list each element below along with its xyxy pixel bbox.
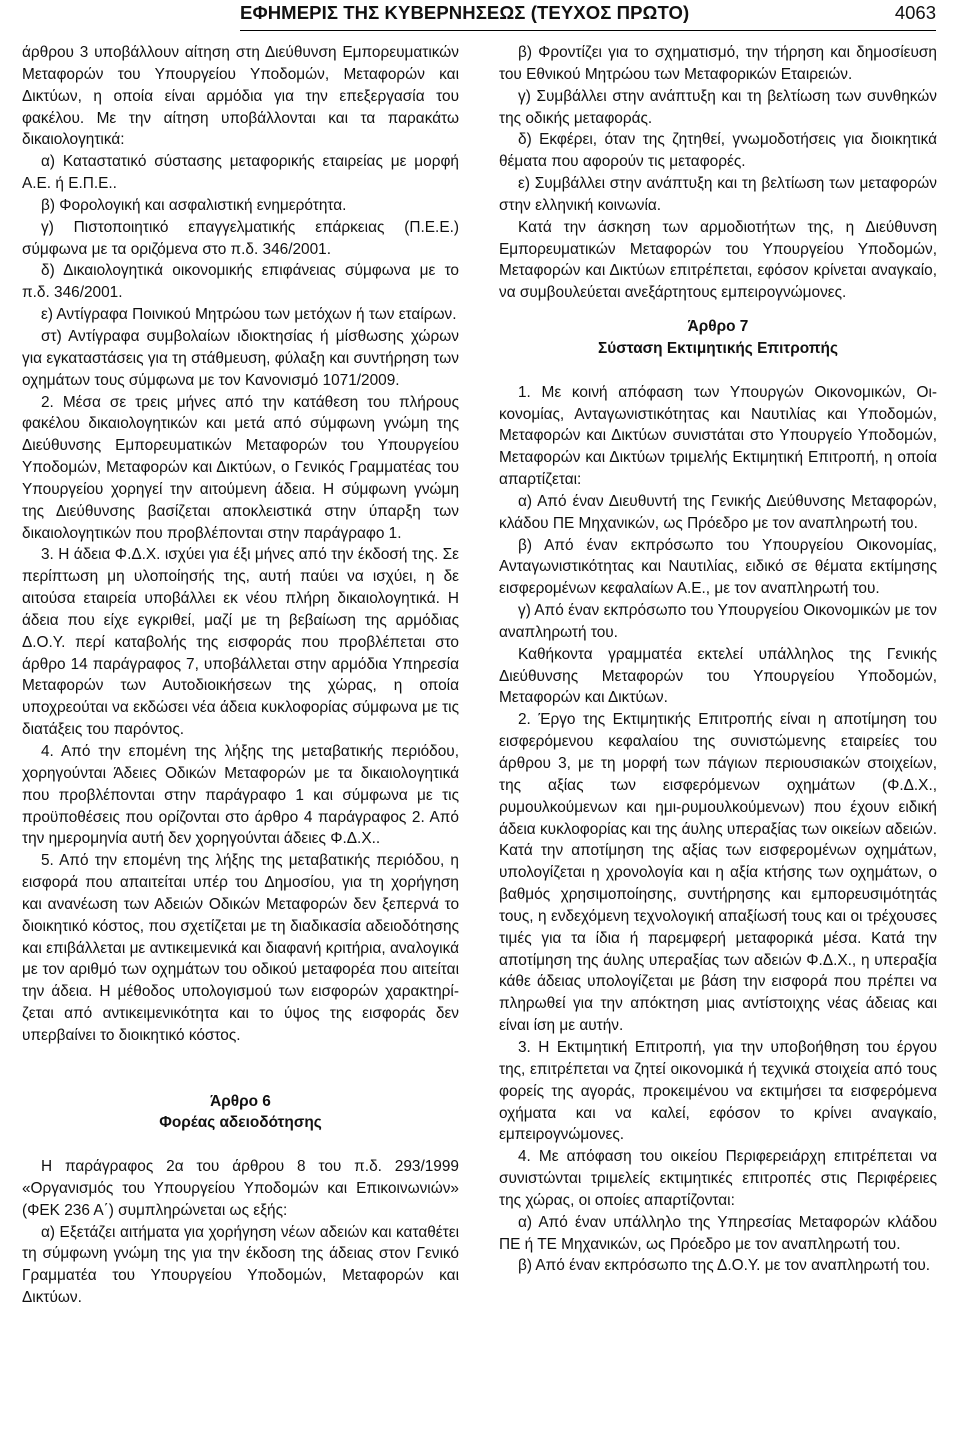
paragraph: 2. Μέσα σε τρεις μήνες από την κατάθεση του πλήρους φακέλου δικαιολογητικών και μετά από σύμφωνη γνώμη της Διεύθυνσης Εμπορευματικών Μεταφορών του Υπουργείου Υποδομών, Μεταφορών και Δικτύων, ο Γενικός Γραμματέας του Υπουργείου χορηγεί την αιτούμενη άδεια. Η σύμφωνη γνώμη της Διεύθυνσης βασίζεται αποκλειστικά στην ύπαρξη των δικαιολογητικών που προβλέπονται στην παράγραφο 1. xyxy=(22,393,459,542)
paragraph: α) Από έναν υπάλληλο της Υπηρεσίας Μεταφορών κλάδου ΠΕ ή ΤΕ Μηχανικών, ως Πρόεδρο με τον αναπληρωτή του. xyxy=(499,1213,937,1253)
article-6-title: Φορέας αδειοδότησης xyxy=(159,1114,322,1132)
paragraph: Η παράγραφος 2α του άρθρου 8 του π.δ. 293/1999 «Οργανισμός του Υπουργείου Υποδομών και Επικοινωνιών» (ΦΕΚ 236 Α΄) συμπληρώνεται ως εξής: xyxy=(22,1158,459,1219)
paragraph: ε) Συμβάλλει στην ανάπτυξη και τη βελτίωση των μεταφορών στην ελληνική κοινωνία. xyxy=(499,175,937,214)
page-header xyxy=(240,0,936,31)
paragraph: ε) Αντίγραφα Ποινικού Μητρώου των μετόχων ή των εταίρων. xyxy=(41,306,457,324)
paragraph: 2. Έργο της Εκτιμητικής Επιτροπής είναι η αποτίμηση του εισφερόμενου κεφαλαίου της συνιστώμενης εταιρείες του άρθρου 3, με τη μορφή των πάγιων περιουσιακών στοιχείων, της αξίας των εισφερόμενων οχημάτων (Φ.Δ.Χ., ρυμουλκούμενων και ημι-ρυμουλκούμενων) που έχουν ειδική άδεια κυκλοφορίας και της άυλης υπεραξίας των οικείων αδειών. Κατά την αποτίμηση της αξίας των εισφερομένων οχημάτων, υπολογίζεται η χρονολογία και η αξία κτήσης των οχημάτων, ο βαθμός χρησιμοποίησης, συντήρησης και εμπορευσιμότητάς τους, η ενδεχόμενη τεχνολογική απαξίωσή τους και οι τρέχουσες τιμές για τα ίδια ή παρεμφερή μεταφορικά μέσα. Κατά την αποτίμηση της άυλης υπεραξίας των αδειών Φ.Δ.Χ., η υπεραξία κάθε άδειας υπολογίζεται με βάση την εισφορά που πρέπει να πληρωθεί για την απόκτηση μιας αντίστοιχης νέας άδειας και είναι ίση με αυτήν. xyxy=(499,711,937,1035)
paragraph: δ) Δικαιολογητικά οικονομικής επιφάνειας σύμφωνα με το π.δ. 346/2001. xyxy=(22,262,459,302)
right-column xyxy=(499,42,937,1277)
paragraph: γ) Συμβάλλει στην ανάπτυξη και τη βελτίωση των συνθηκών της οδικής μεταφοράς. xyxy=(499,87,937,127)
left-column xyxy=(22,42,459,1309)
paragraph: 4. Με απόφαση του οικείου Περιφερειάρχη επιτρέπεται να συνιστώνται τριμελείς εκτιμητικές επιτροπές στις Περιφέρειες της χώρας, οι οποίες απαρτίζονται: xyxy=(499,1148,937,1209)
paragraph: Κατά την άσκηση των αρμοδιοτήτων της, η Διεύθυνση Εμπορευματικών Μεταφορών του Υπουργείου Υποδομών, Μεταφορών και Δικτύων επιτρέπεται, εφόσον κρίνεται αναγκαίο, να συμβουλεύεται ανεξάρτητους εμπειρογνώμονες. xyxy=(499,218,937,302)
paragraph: Καθήκοντα γραμματέα εκτελεί υπάλληλος της Γενικής Διεύθυνσης Μεταφορών του Υπουργείου Υποδομών, Μεταφορών και Δικτύων. xyxy=(499,645,937,707)
paragraph: γ) Από έναν εκπρόσωπο του Υπουργείου Οικονομικών με τον αναπληρωτή του. xyxy=(499,602,937,641)
paragraph: δ) Εκφέρει, όταν της ζητηθεί, γνωμοδοτήσεις για διοικητικά θέματα που αφορούν τις μεταφορές. xyxy=(499,131,937,171)
article-6-number: Άρθρο 6 xyxy=(210,1092,271,1110)
paragraph: α) Εξετάζει αιτήματα για χορήγηση νέων αδειών και καταθέτει τη σύμφωνη γνώμη της για την έκδοση της άδειας στον Γενικό Γραμματέα του Υπουργείου Υποδομών, Μεταφορών και Δικτύων. xyxy=(22,1223,459,1307)
article-7-title: Σύσταση Εκτιμητικής Επιτροπής xyxy=(598,339,838,357)
paragraph: 3. Η Εκτιμητική Επιτροπή, για την υποβοήθηση του έργου της, επιτρέπεται να ζητεί οικονομικά ή τεχνικά στοιχεία από τους φορείς της αγοράς, προκειμένου να εκτιμήσει τα εισφερόμενα οχήματα και να καλεί, εφόσον το κρίνει αναγκαίο, εμπειρογνώμονες. xyxy=(499,1038,937,1144)
paragraph: β) Φροντίζει για το σχηματισμό, την τήρηση και δημοσίευση του Εθνικού Μητρώου των Μεταφορικών Εταιρειών. xyxy=(499,44,937,83)
paragraph: β) Από έναν εκπρόσωπο της Δ.Ο.Υ. με τον αναπληρωτή του. xyxy=(518,1257,931,1275)
paragraph: γ) Πιστοποιητικό επαγγελματικής επάρκειας (Π.Ε.Ε.) σύμφωνα με τα οριζόμενα στο π.δ. 346/2001. xyxy=(22,218,459,258)
paragraph: 1. Με κοινή απόφαση των Υπουργών Οικονομικών, Οικονομίας, Ανταγωνιστικότητας και Ναυτιλίας και Υποδομών, Μεταφορών και Δικτύων συνιστάται στο Υπουργείο Υποδομών, Μεταφορών και Δικτύων τριμελής Εκτιμητική Επιτροπή, η οποία απαρτίζεται: xyxy=(499,383,937,489)
paragraph: β) Φορολογική και ασφαλιστική ενημερότητα. xyxy=(41,196,347,214)
paragraph: 4. Από την επομένη της λήξης της μεταβατικής περιόδου, χορηγούνται Άδειες Οδικών Μεταφορών με τα δικαιολογητικά που προβλέπονται στην παράγραφο 1 και σύμφωνα με τις προϋποθέσεις που ορίζονται στο άρθρο 4 παράγραφος 2. Από την ημερομηνία αυτή δεν χορηγούνται άδειες Φ.Δ.Χ.. xyxy=(22,743,459,848)
paragraph: άρθρου 3 υποβάλλουν αίτηση στη Διεύθυνση Εμπορευματικών Μεταφορών του Υπουργείου Υποδομών, Μεταφορών και Δικτύων, η οποία είναι αρμόδια για την επεξεργασία του φακέλου. Με την αίτηση υποβάλλονται και τα παρακάτω δικαιολογητικά: xyxy=(22,44,459,149)
paragraph: α) Από έναν Διευθυντή της Γενικής Διεύθυνσης Μεταφορών, κλάδου ΠΕ Μηχανικών, ως Πρόεδρο με τον αναπληρωτή του. xyxy=(499,492,937,532)
article-7-number: Άρθρο 7 xyxy=(687,318,749,336)
paragraph: α) Καταστατικό σύστασης μεταφορικής εταιρείας με μορφή Α.Ε. ή Ε.Π.Ε.. xyxy=(22,153,459,193)
paragraph: β) Από έναν εκπρόσωπο του Υπουργείου Οικονομίας, Ανταγωνιστικότητας και Ναυτιλίας, ειδικό σε θέματα εκτίμησης εισφερομένων κεφαλαίων Α.Ε., με τον αναπληρωτή του. xyxy=(499,536,937,598)
gazette-title: ΕΦΗΜΕΡΙΣ ΤΗΣ ΚΥΒΕΡΝΗΣΕΩΣ (ΤΕΥΧΟΣ ΠΡΩΤΟ) xyxy=(240,2,690,23)
paragraph: στ) Αντίγραφα συμβολαίων ιδιοκτησίας ή μίσθωσης χώρων για εγκαταστάσεις για τη στάθμευση, φύλαξη και συντήρηση των οχημάτων τους σύμφωνα με τον Κανονισμό 1071/2009. xyxy=(22,327,459,389)
page-number: 4063 xyxy=(894,2,936,23)
paragraph: 3. Η άδεια Φ.Δ.Χ. ισχύει για έξι μήνες από την έκδοσή της. Σε περίπτωση μη υλοποίησής της, αυτή παύει να ισχύει, η δε αιτούσα εταιρεία υποβάλλει εκ νέου πλήρη δικαιολογητικά. Η άδεια που είχε εγκριθεί, μαζί με τη βεβαίωση της αρμόδιας Δ.Ο.Υ. περί καταβολής της εισφοράς που προβλέπεται στο άρθρο 14 παράγραφος 7, υποβάλλεται στην αρμόδια Υπηρεσία Μεταφορών των Αυτοδιοικήσεων της χώρας, η οποία υποχρεούται να εκδώσει νέα άδεια κυκλοφορίας σύμφωνα με τις διατάξεις του παρόντος. xyxy=(22,546,459,739)
paragraph: 5. Από την επομένη της λήξης της μεταβατικής περιόδου, η εισφορά που απαιτείται υπέρ του Δημοσίου, για τη χορήγηση και ανανέωση των Αδειών Οδικών Μεταφορών δεν ξεπερνά το διοικητικό κόστος, που σχετίζεται με τη διαδικασία αδειοδότησης και επιβάλλεται με αντικειμενικά και διαφανή κριτήρια, αναλογικά με τον αριθμό των οχημάτων του οδικού μεταφορέα που αιτείται την άδεια. Η μέθοδος υπολογισμού των εισφορών χαρακτηρίζεται από αντικειμενικότητα και το ύψος της εισφοράς δεν υπερβαίνει το διοικητικό κόστος. xyxy=(22,852,459,1044)
